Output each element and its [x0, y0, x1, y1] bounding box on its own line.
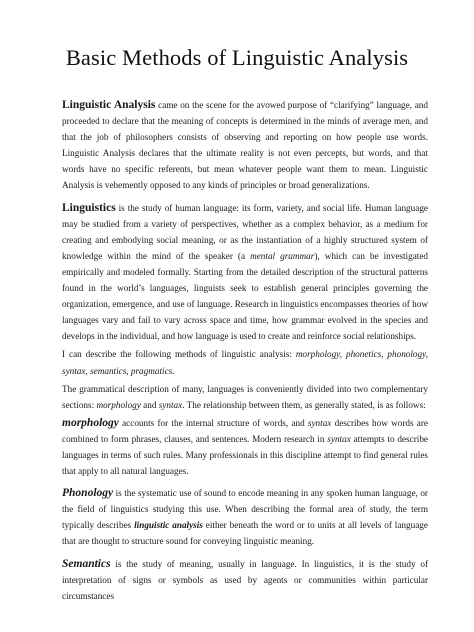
paragraph-text: is the study of human language: its form, variety, and social life. Human language may be studied from a variety of perspectives, whether as a complex behavior, as a medium for creating and embodying social meaning, or as the instantiation of a highly structured system of knowledge within the mind of the speaker (a [62, 202, 428, 261]
paragraph-linguistic-analysis [62, 97, 428, 194]
term-semantics: Semantics [62, 557, 111, 570]
emphasis-morphology: morphology [96, 399, 141, 410]
emphasis-linguistic-analysis: linguistic analysis [134, 520, 203, 531]
emphasis-syntax: syntax [158, 399, 183, 410]
paragraph-phonology [62, 485, 428, 549]
paragraph-text: is the study of meaning, usually in language. In linguistics, it is the study of interpretation of signs or symbols as used by agents or communities within particular circumstances [62, 558, 428, 601]
paragraph-text: and [140, 399, 159, 410]
paragraph-methods-list [62, 346, 428, 378]
paragraph-text: I can describe the following methods of linguistic analysis: [62, 349, 296, 360]
emphasis-syntax: syntax [307, 417, 332, 428]
paragraph-morphology [62, 415, 428, 479]
term-linguistic-analysis: Linguistic Analysis [62, 99, 156, 111]
paragraph-text: The grammatical description of many, languages is conveniently divided into two complementary sections: [62, 383, 428, 410]
term-linguistics: Linguistics [62, 201, 116, 214]
paragraph-text: attempts to describe languages in terms of such rules. Many professionals in this discipline attempt to find general rules that apply to all natural languages. [62, 433, 428, 477]
paragraph-semantics [62, 556, 428, 604]
emphasis-syntax: syntax [327, 433, 351, 444]
methods-list: morphology, phonetics, phonology, syntax, semantics, pragmatics. [62, 349, 428, 376]
term-morphology: morphology [62, 416, 119, 429]
paragraph-text: describes how words are combined to form phrases, clauses, and sentences. Modern research in [62, 417, 428, 444]
paragraph-text: is the systematic use of sound to encode meaning in any spoken human language, or the field of linguistics studying this use. When describing the formal area of study, the term typically describes [62, 488, 428, 531]
paragraph-text: accounts for the internal structure of words, and [118, 417, 308, 428]
term-phonology: Phonology [62, 487, 114, 500]
paragraph-text: either beneath the word or to units at all levels of language that are thought to structure sound for conveying linguistic meaning. [62, 520, 428, 547]
paragraph-text: . The relationship between them, as generally stated, is as follows: [182, 399, 426, 410]
paragraph-text: came on the scene for the avowed purpose of “clarifying” language, and proceeded to declare that the meaning of concepts is determined in the minds of average men, and that the job of philosophers consists of observing and reporting on how people use words. Linguistic Analysis declares that the ultimate reality is not even percepts, but words, and that words have no specific referents, but mean whatever people want them to mean. Linguistic Analysis is vehemently opposed to any kinds of principles or broad generalizations. [62, 100, 428, 191]
emphasis-mental-grammar: mental grammar [250, 250, 315, 261]
paragraph-grammatical-description [62, 381, 428, 413]
document-body [62, 97, 428, 604]
paragraph-text: ), which can be investigated empirically and modeled formally. Starting from the detailed description of the structural patterns found in the world’s languages, linguists seek to establish general principles governing the organization, emergence, and use of language. Research in linguistics encompasses theories of how languages vary and fail to vary across space and time, how grammar evolved in the species and develops in the individual, and how language is used to create and reinforce social relationships. [62, 250, 429, 342]
document-title: Basic Methods of Linguistic Analysis [65, 45, 409, 70]
paragraph-linguistics [62, 200, 428, 345]
